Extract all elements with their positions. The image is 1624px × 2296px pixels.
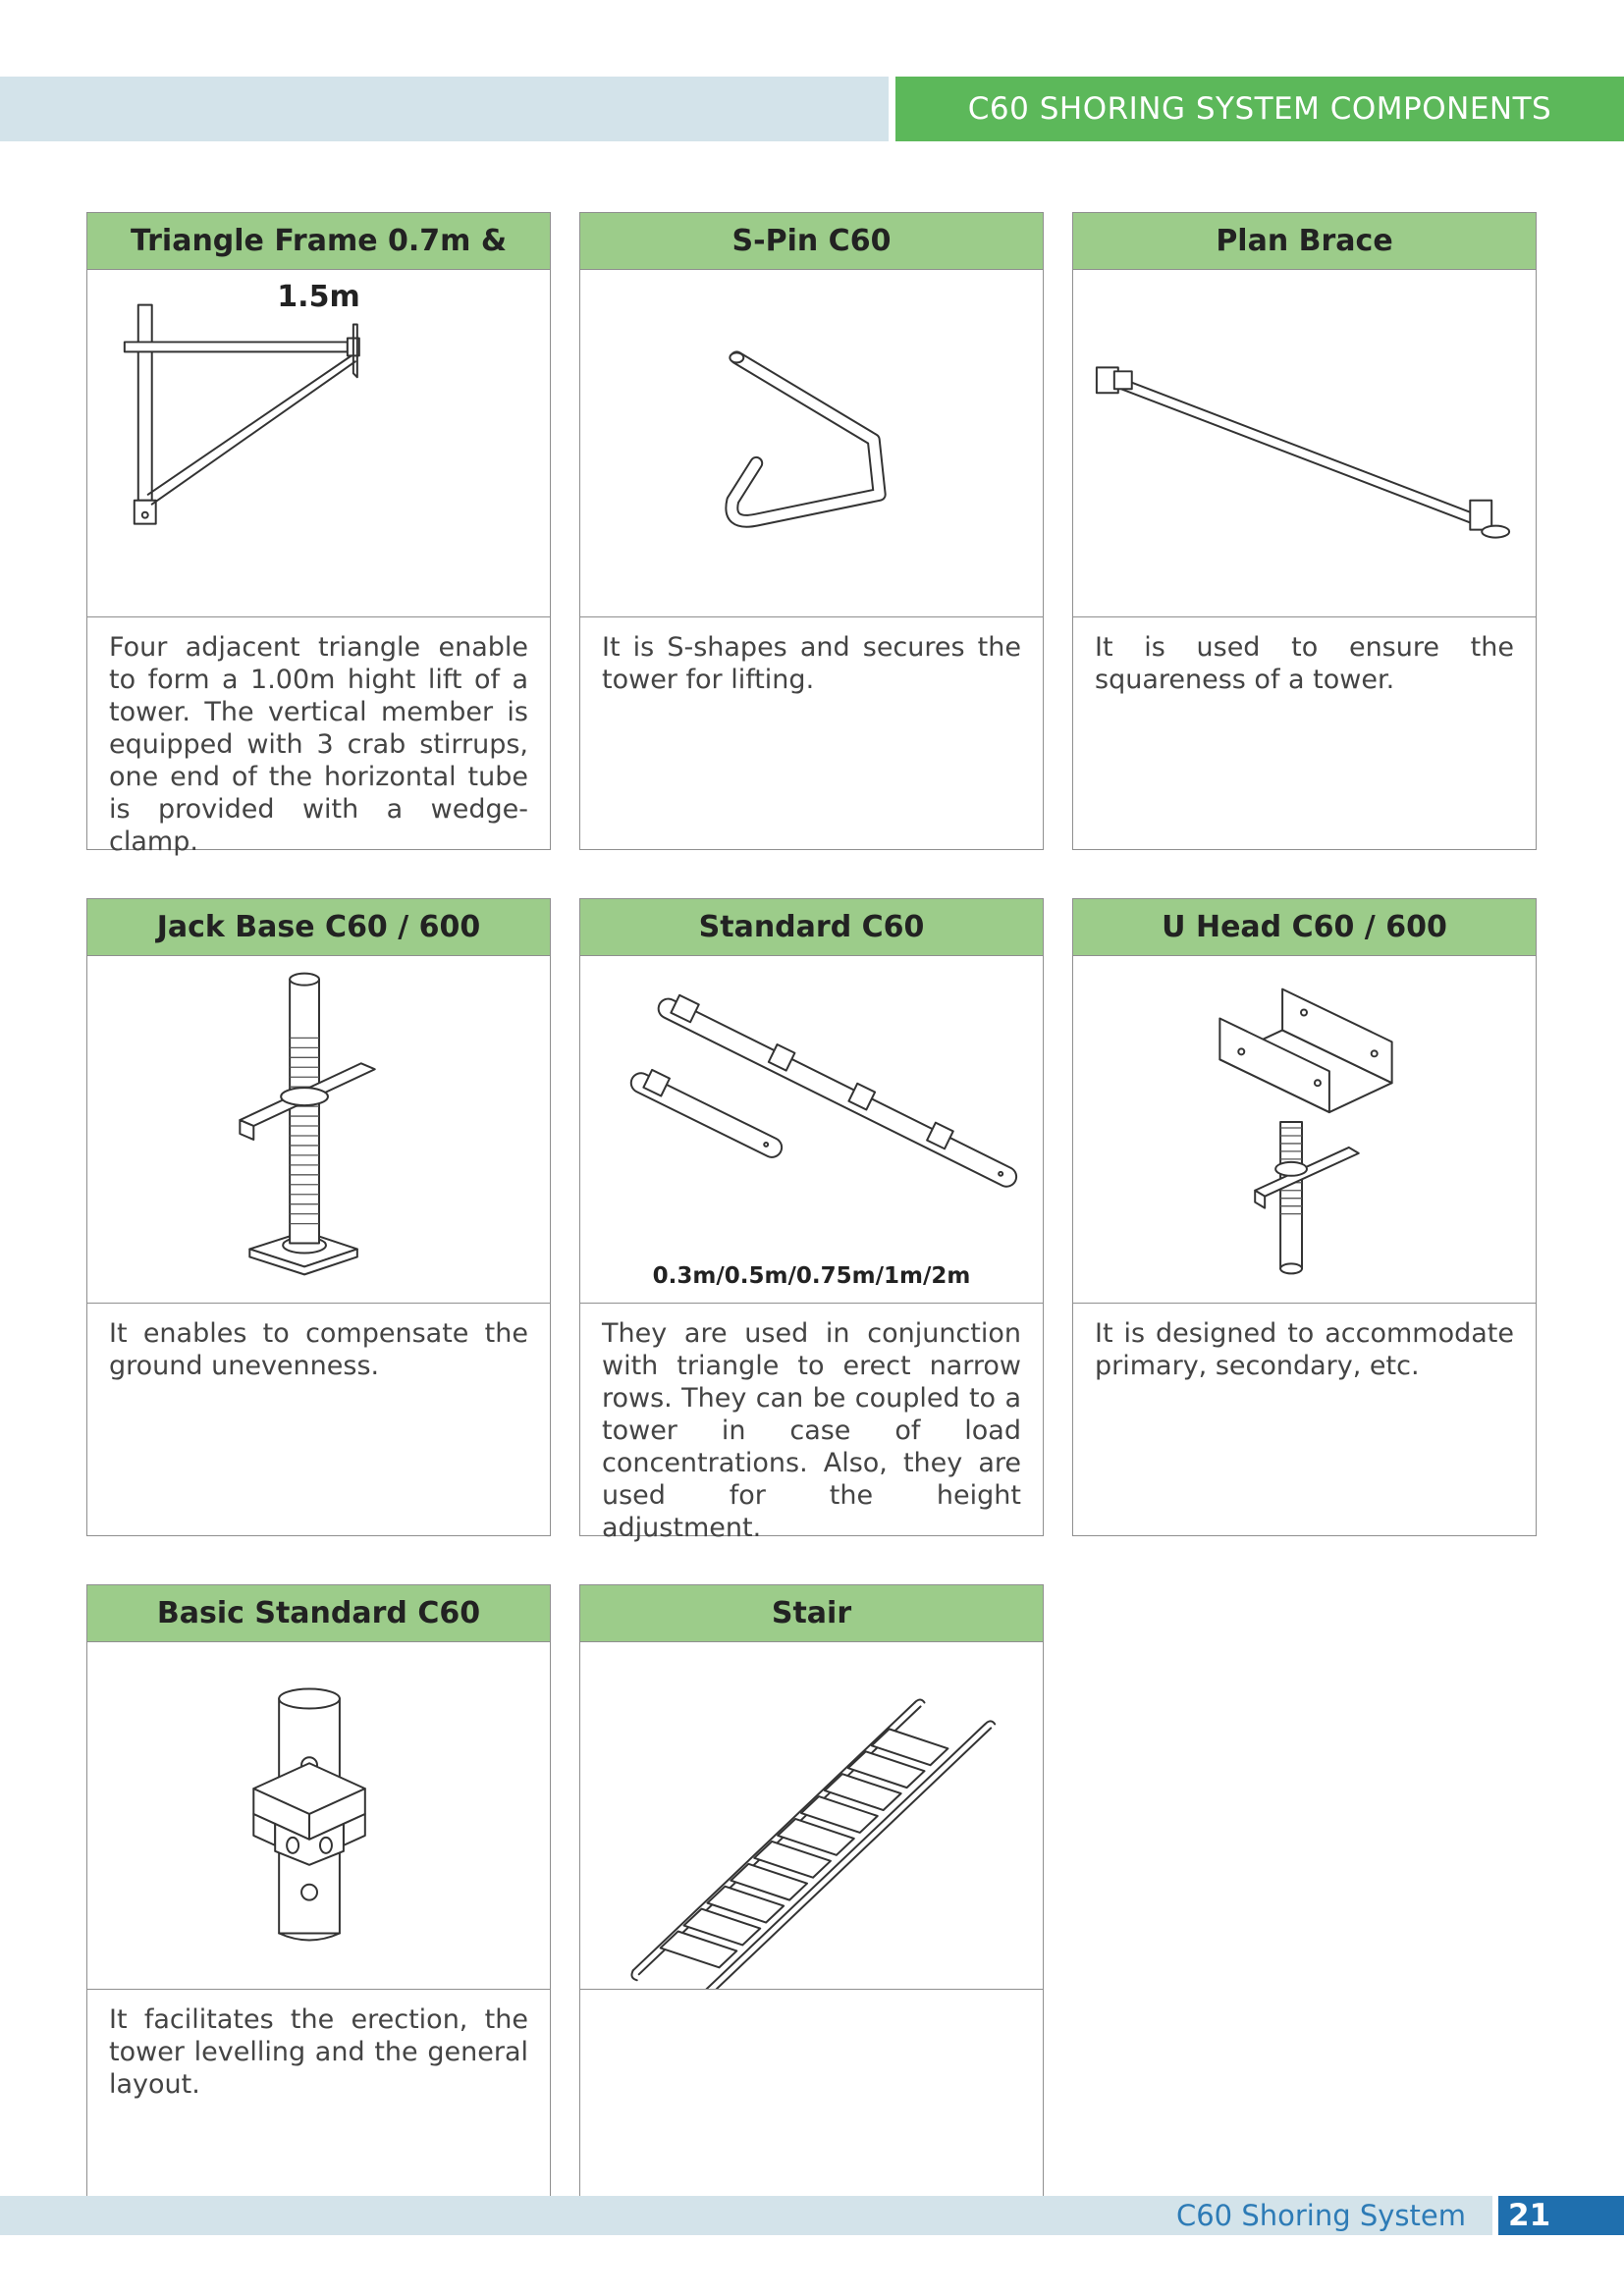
component-title: Plan Brace (1073, 213, 1536, 270)
component-card-standard (579, 898, 1044, 1543)
component-description: It enables to compensate the ground unevenness. (109, 1318, 528, 1381)
component-card-basic-standard (86, 1584, 551, 2222)
triangle-frame-drawing (87, 269, 550, 617)
header-band (0, 77, 889, 141)
component-title: Jack Base C60 / 600 (87, 899, 550, 956)
component-description: It is designed to accommodate primary, secondary, etc. (1095, 1318, 1514, 1381)
component-title: S-Pin C60 (580, 213, 1043, 270)
component-title: Basic Standard C60 (87, 1585, 550, 1642)
jack-base-drawing (87, 955, 550, 1304)
component-card-plan-brace (1072, 212, 1537, 850)
component-card-jack-base (86, 898, 551, 1536)
u-head-drawing (1073, 955, 1536, 1304)
page-number: 21 (1498, 2196, 1624, 2235)
component-description: They are used in conjunction with triangle to erect narrow rows. They can be coupled to a tower in case of load concentrations. Also, they are used for the height adjustment. (602, 1318, 1021, 1543)
component-description: It is S-shapes and secures the tower for lifting. (602, 632, 1021, 695)
basic-standard-drawing (87, 1641, 550, 1990)
component-title: U Head C60 / 600 (1073, 899, 1536, 956)
page-header-title: C60 SHORING SYSTEM COMPONENTS (895, 77, 1624, 141)
footer-document-title: C60 Shoring System (1175, 2199, 1466, 2232)
component-card-u-head (1072, 898, 1537, 1536)
component-description: It is used to ensure the squareness of a tower. (1095, 632, 1514, 695)
component-title: Standard C60 (580, 899, 1043, 956)
component-title: Stair (580, 1585, 1043, 1642)
stair-drawing (580, 1641, 1043, 1990)
plan-brace-drawing (1073, 269, 1536, 617)
component-description: Four adjacent triangle enable to form a 1.00m hight lift of a tower. The vertical member is equipped with 3 crab stirrups, one end of the horizontal tube is provided with a wedge-clamp. (109, 632, 528, 857)
s-pin-drawing (580, 269, 1043, 617)
standard-drawing (580, 955, 1043, 1304)
component-card-s-pin (579, 212, 1044, 850)
component-description: It facilitates the erection, the tower levelling and the general layout. (109, 2004, 528, 2100)
component-card-stair (579, 1584, 1044, 2222)
size-range-caption: 0.3m/0.5m/0.75m/1m/2m (652, 1263, 971, 1289)
component-card-triangle-frame (86, 212, 551, 857)
component-title: Triangle Frame 0.7m & 1.5m (87, 213, 550, 270)
